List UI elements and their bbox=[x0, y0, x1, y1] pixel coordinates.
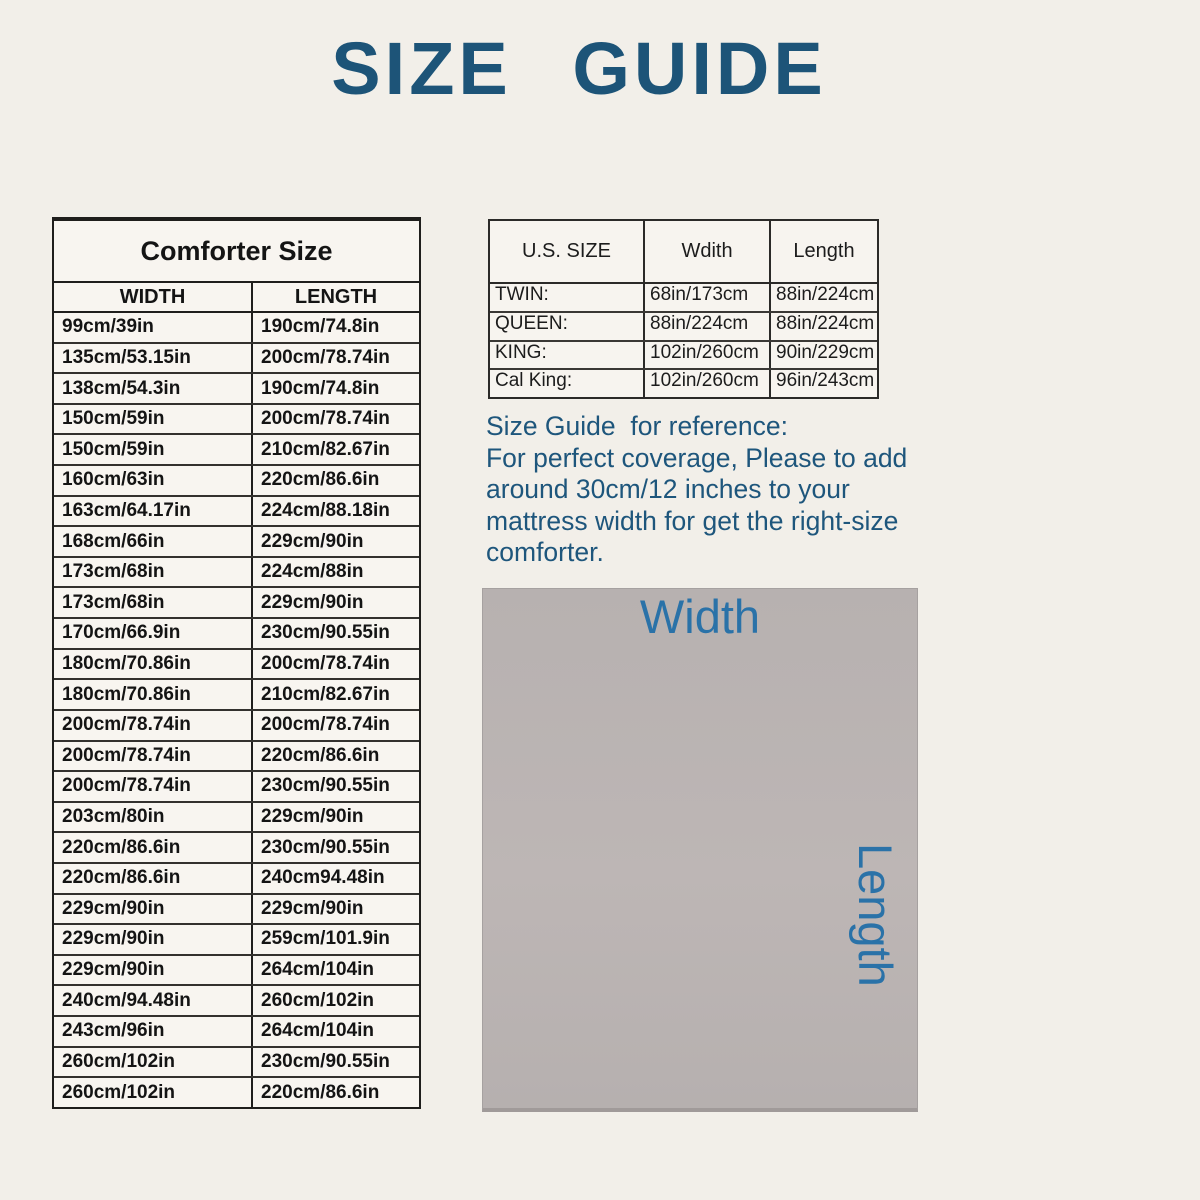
table-row bbox=[54, 313, 419, 344]
column-header-us-size: U.S. SIZE bbox=[522, 240, 611, 262]
note-line: For perfect coverage, Please to add bbox=[486, 442, 908, 473]
table-row bbox=[490, 342, 877, 371]
length-cell: 220cm/86.6in bbox=[251, 742, 419, 771]
width-cell: 200cm/78.74in bbox=[62, 744, 191, 766]
length-cell: 190cm/74.8in bbox=[251, 374, 419, 403]
width-cell: 88in/224cm bbox=[643, 313, 769, 340]
table-row bbox=[54, 1048, 419, 1079]
width-cell: 203cm/80in bbox=[62, 806, 165, 828]
table-row bbox=[54, 650, 419, 681]
table-row bbox=[54, 405, 419, 436]
column-header-width: Wdith bbox=[643, 221, 769, 282]
length-cell: 200cm/78.74in bbox=[251, 405, 419, 434]
us-size-table bbox=[488, 219, 879, 399]
size-name-cell: TWIN: bbox=[495, 284, 549, 305]
width-cell: 99cm/39in bbox=[62, 316, 154, 338]
length-cell: 229cm/90in bbox=[251, 527, 419, 556]
table-row bbox=[54, 895, 419, 926]
length-cell: 240cm94.48in bbox=[251, 864, 419, 893]
table-row bbox=[54, 956, 419, 987]
width-cell: 180cm/70.86in bbox=[62, 683, 191, 705]
note-line: around 30cm/12 inches to your bbox=[486, 474, 850, 504]
width-cell: 163cm/64.17in bbox=[62, 499, 191, 521]
table-row bbox=[54, 374, 419, 405]
table-row bbox=[54, 986, 419, 1017]
width-cell: 150cm/59in bbox=[62, 438, 165, 460]
length-cell: 260cm/102in bbox=[251, 986, 419, 1015]
table-row bbox=[54, 772, 419, 803]
table-row bbox=[54, 711, 419, 742]
length-cell: 200cm/78.74in bbox=[251, 650, 419, 679]
comforter-table-title: Comforter Size bbox=[54, 221, 419, 283]
length-cell: 190cm/74.8in bbox=[251, 313, 419, 342]
diagram-width-label: Width bbox=[639, 590, 761, 643]
width-cell: 102in/260cm bbox=[643, 342, 769, 369]
length-cell: 224cm/88.18in bbox=[251, 497, 419, 526]
table-row bbox=[54, 558, 419, 589]
width-cell: 260cm/102in bbox=[62, 1081, 176, 1103]
width-cell: 160cm/63in bbox=[62, 469, 165, 491]
table-row bbox=[54, 619, 419, 650]
width-cell: 102in/260cm bbox=[643, 370, 769, 397]
width-cell: 170cm/66.9in bbox=[62, 622, 181, 644]
width-cell: 168cm/66in bbox=[62, 530, 165, 552]
table-row bbox=[54, 680, 419, 711]
width-cell: 243cm/96in bbox=[62, 1020, 165, 1042]
table-row bbox=[54, 803, 419, 834]
comforter-table-header bbox=[54, 283, 419, 313]
length-cell: 264cm/104in bbox=[251, 1017, 419, 1046]
width-cell: 68in/173cm bbox=[643, 284, 769, 311]
page-title: SIZE GUIDE bbox=[331, 27, 827, 110]
table-row bbox=[54, 742, 419, 773]
table-row bbox=[490, 370, 877, 397]
width-cell: 200cm/78.74in bbox=[62, 714, 191, 736]
table-row bbox=[490, 284, 877, 313]
length-cell: 88in/224cm bbox=[769, 313, 877, 340]
mattress-diagram bbox=[482, 588, 918, 1112]
table-row bbox=[54, 588, 419, 619]
size-name-cell: Cal King: bbox=[495, 370, 573, 392]
diagram-length-label: Length bbox=[849, 843, 902, 987]
note-line: mattress width for get the right-size bbox=[486, 505, 899, 536]
length-cell: 200cm/78.74in bbox=[251, 711, 419, 740]
reference-note bbox=[486, 411, 907, 569]
length-cell: 210cm/82.67in bbox=[251, 435, 419, 464]
note-line: comforter. bbox=[486, 537, 604, 567]
width-cell: 150cm/59in bbox=[62, 408, 165, 430]
table-row bbox=[54, 833, 419, 864]
size-name-cell: KING: bbox=[495, 341, 547, 363]
length-cell: 230cm/90.55in bbox=[251, 833, 419, 862]
width-cell: 173cm/68in bbox=[62, 561, 165, 583]
length-cell: 229cm/90in bbox=[251, 895, 419, 924]
length-cell: 96in/243cm bbox=[769, 370, 877, 397]
column-header-length: LENGTH bbox=[251, 283, 419, 311]
length-cell: 230cm/90.55in bbox=[251, 619, 419, 648]
width-cell: 220cm/86.6in bbox=[62, 867, 181, 889]
width-cell: 240cm/94.48in bbox=[62, 989, 191, 1011]
table-row bbox=[54, 435, 419, 466]
length-cell: 229cm/90in bbox=[251, 803, 419, 832]
table-row bbox=[54, 344, 419, 375]
note-line: Size Guide for reference: bbox=[486, 411, 788, 441]
length-cell: 88in/224cm bbox=[769, 284, 877, 311]
width-cell: 260cm/102in bbox=[62, 1050, 176, 1072]
table-row bbox=[54, 466, 419, 497]
length-cell: 230cm/90.55in bbox=[251, 1048, 419, 1077]
length-cell: 220cm/86.6in bbox=[251, 466, 419, 495]
table-row bbox=[54, 864, 419, 895]
column-header-length: Length bbox=[769, 221, 877, 282]
table-row bbox=[54, 1017, 419, 1048]
comforter-table-body bbox=[54, 313, 419, 1107]
table-row bbox=[490, 313, 877, 342]
table-row bbox=[54, 925, 419, 956]
us-table-body bbox=[490, 284, 877, 397]
table-row bbox=[54, 1078, 419, 1107]
length-cell: 259cm/101.9in bbox=[251, 925, 419, 954]
width-cell: 135cm/53.15in bbox=[62, 346, 191, 368]
size-name-cell: QUEEN: bbox=[495, 312, 568, 334]
length-cell: 264cm/104in bbox=[251, 956, 419, 985]
length-cell: 90in/229cm bbox=[769, 342, 877, 369]
length-cell: 224cm/88in bbox=[251, 558, 419, 587]
width-cell: 220cm/86.6in bbox=[62, 836, 181, 858]
width-cell: 200cm/78.74in bbox=[62, 775, 191, 797]
length-cell: 230cm/90.55in bbox=[251, 772, 419, 801]
column-header-width: WIDTH bbox=[119, 285, 186, 308]
length-cell: 210cm/82.67in bbox=[251, 680, 419, 709]
length-cell: 220cm/86.6in bbox=[251, 1078, 419, 1107]
width-cell: 229cm/90in bbox=[62, 928, 165, 950]
width-cell: 229cm/90in bbox=[62, 959, 165, 981]
us-table-header bbox=[490, 221, 877, 284]
length-cell: 229cm/90in bbox=[251, 588, 419, 617]
width-cell: 180cm/70.86in bbox=[62, 653, 191, 674]
width-cell: 173cm/68in bbox=[62, 591, 165, 613]
width-cell: 138cm/54.3in bbox=[62, 377, 181, 399]
width-cell: 229cm/90in bbox=[62, 897, 165, 919]
table-row bbox=[54, 497, 419, 528]
comforter-size-table bbox=[52, 217, 421, 1109]
table-row bbox=[54, 527, 419, 558]
length-cell: 200cm/78.74in bbox=[251, 344, 419, 373]
